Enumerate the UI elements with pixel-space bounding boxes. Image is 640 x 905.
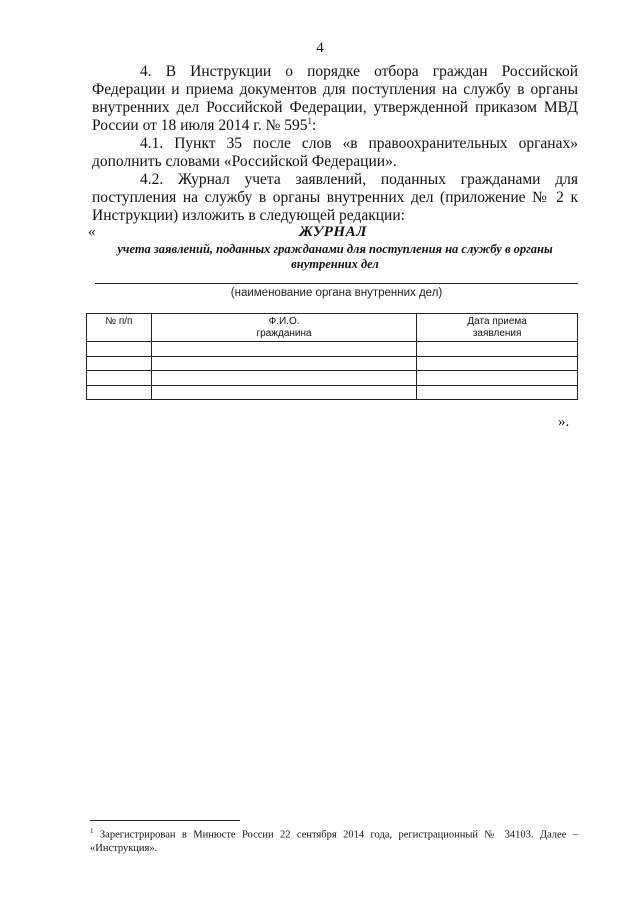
journal-subtitle	[92, 242, 578, 272]
table-cell	[87, 356, 152, 371]
column-header-name-line-1: Ф.И.О.	[268, 316, 300, 327]
table-row	[87, 371, 578, 386]
table-cell	[87, 342, 152, 357]
table-cell	[151, 371, 416, 386]
table-row	[87, 356, 578, 371]
table-cell	[87, 371, 152, 386]
footnote-divider	[90, 820, 240, 821]
column-header-name	[151, 314, 416, 342]
table-row	[87, 342, 578, 357]
column-header-number-label: № п/п	[105, 316, 133, 327]
table-cell	[87, 385, 152, 400]
footnote	[90, 825, 578, 855]
table-row	[87, 385, 578, 400]
column-header-number	[87, 314, 152, 342]
table-cell	[417, 385, 578, 400]
table-cell	[151, 342, 416, 357]
journal-table	[86, 313, 578, 400]
closing-quote: ».	[558, 414, 570, 430]
table-cell	[417, 342, 578, 357]
footnote-marker: 1	[90, 827, 94, 835]
table-cell	[417, 356, 578, 371]
paragraph-4-1: 4.1. Пункт 35 после слов «в правоохранительных органах» дополнить словами «Российской Федерации».	[92, 135, 578, 170]
column-header-date	[417, 314, 578, 342]
paragraph-4-text: 4. В Инструкции о порядке отбора граждан Российской Федерации и приема документов для поступления на службу в органы внутренних дел Российской Федерации, утвержденной приказом МВД России от 18 июля 2014 г. № 595	[92, 63, 578, 134]
journal-subtitle-line-1: учета заявлений, поданных гражданами для поступления на службу в органы	[117, 242, 553, 256]
paragraph-4	[92, 63, 578, 135]
journal-title: ЖУРНАЛ	[299, 224, 367, 240]
paragraph-4-tail: :	[312, 117, 317, 134]
table-cell	[417, 371, 578, 386]
paragraph-4-2: 4.2. Журнал учета заявлений, поданных гражданами для поступления на службу в органы внутренних дел (приложение № 2 к Инструкции) изложить в следующей редакции:	[92, 171, 578, 224]
organization-name-line	[95, 283, 578, 284]
body-text	[92, 63, 578, 225]
column-header-date-line-1: Дата приема	[467, 316, 527, 327]
table-cell	[151, 385, 416, 400]
footnote-text: Зарегистрирован в Минюсте России 22 сентября 2014 года, регистрационный № 34103. Далее – «Инструкция».	[90, 829, 579, 854]
journal-subtitle-line-2: внутренних дел	[291, 257, 379, 271]
journal-table-header	[87, 314, 578, 342]
column-header-date-line-2: заявления	[472, 328, 522, 339]
table-cell	[151, 356, 416, 371]
column-header-name-line-2: гражданина	[256, 328, 312, 339]
footnote-reference[interactable]: 1	[307, 115, 313, 126]
page-number: 4	[316, 40, 324, 56]
opening-quote: «	[88, 224, 96, 240]
organization-name-caption: (наименование органа внутренних дел)	[230, 287, 443, 299]
